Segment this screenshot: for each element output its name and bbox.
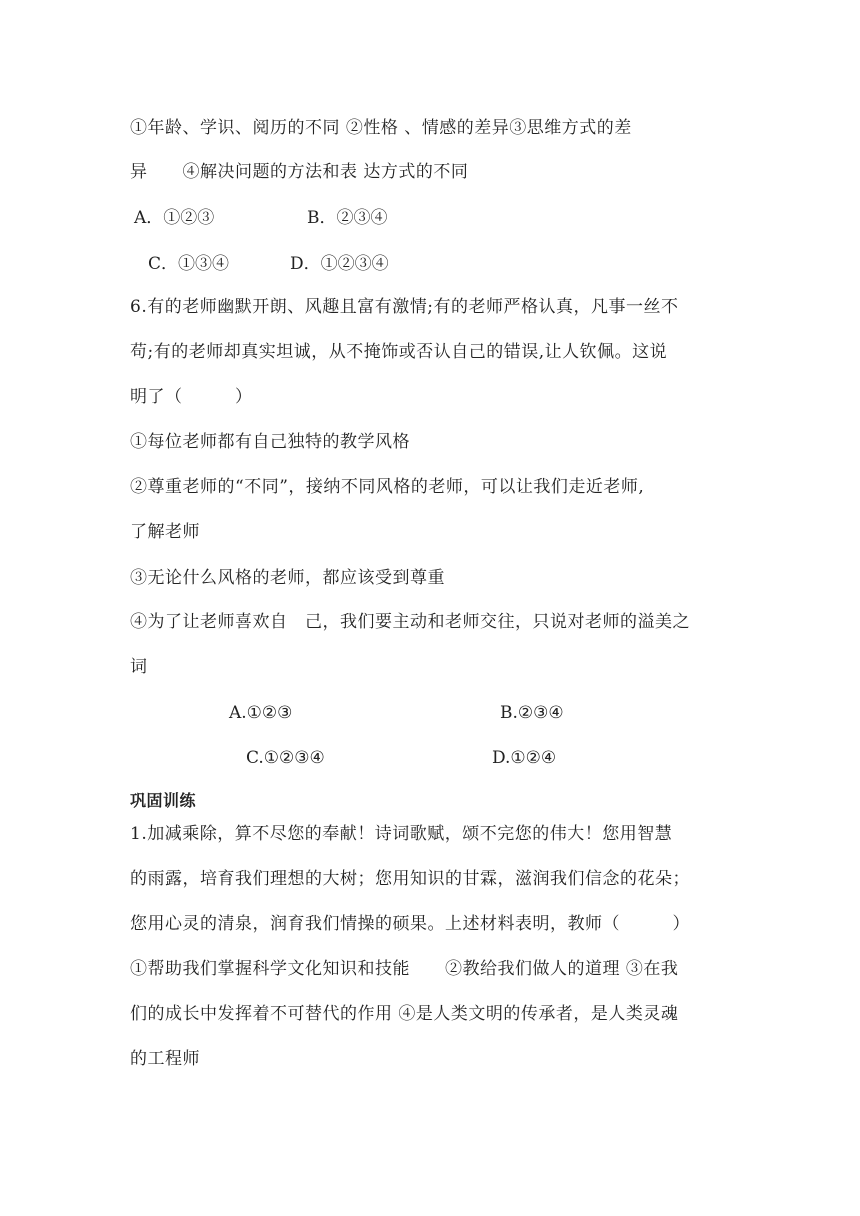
- q6-option-c: C.①②③④: [246, 748, 325, 768]
- q5-option-d: D．①②③④: [290, 254, 389, 274]
- q6-option-a: A.①②③: [229, 703, 293, 723]
- q6-statement-4-line1: ④为了让老师喜欢自 己，我们要主动和老师交往，只说对老师的溢美之: [130, 612, 690, 632]
- q6-option-d: D.①②④: [492, 748, 557, 768]
- q6-statement-3: ③无论什么风格的老师，都应该受到尊重: [130, 568, 445, 588]
- c1-line5: 们的成长中发挥着不可替代的作用 ④是人类文明的传承者，是人类灵魂: [130, 1004, 679, 1024]
- q5-option-a: A．①②③: [134, 208, 215, 228]
- c1-line1: 1.加减乘除，算不尽您的奉献！诗词歌赋，颂不完您的伟大！您用智慧: [130, 824, 673, 844]
- q5-statements-line2: 异 ④解决问题的方法和表 达方式的不同: [130, 162, 469, 182]
- c1-line6: 的工程师: [130, 1049, 200, 1069]
- q5-statements-line1: ①年龄、学识、阅历的不同 ②性格 、情感的差异③思维方式的差: [130, 118, 632, 138]
- c1-line3: 您用心灵的清泉，润育我们情操的硕果。上述材料表明，教师（ ）: [130, 914, 690, 934]
- q6-statement-2-line1: ②尊重老师的“不同”，接纳不同风格的老师，可以让我们走近老师,: [130, 477, 645, 497]
- c1-line4: ①帮助我们掌握科学文化知识和技能 ②教给我们做人的道理 ③在我: [130, 959, 679, 979]
- q6-option-b: B.②③④: [500, 703, 564, 723]
- section-title: 巩固训练: [130, 791, 197, 810]
- q5-option-b: B．②③④: [307, 208, 388, 228]
- q6-statement-4-line2: 词: [130, 657, 148, 677]
- c1-line2: 的雨露，培育我们理想的大树；您用知识的甘霖，滋润我们信念的花朵；: [130, 869, 690, 889]
- q6-stem-line3: 明了（ ）: [130, 387, 253, 407]
- q6-statement-2-line2: 了解老师: [130, 522, 200, 542]
- q5-option-c: C．①③④: [148, 254, 230, 274]
- q6-stem-line1: 6.有的老师幽默开朗、风趣且富有激情;有的老师严格认真，凡事一丝不: [130, 297, 679, 317]
- q6-stem-line2: 苟;有的老师却真实坦诚，从不掩饰或否认自己的错误,让人钦佩。这说: [130, 342, 668, 362]
- q6-statement-1: ①每位老师都有自己独特的教学风格: [130, 432, 410, 452]
